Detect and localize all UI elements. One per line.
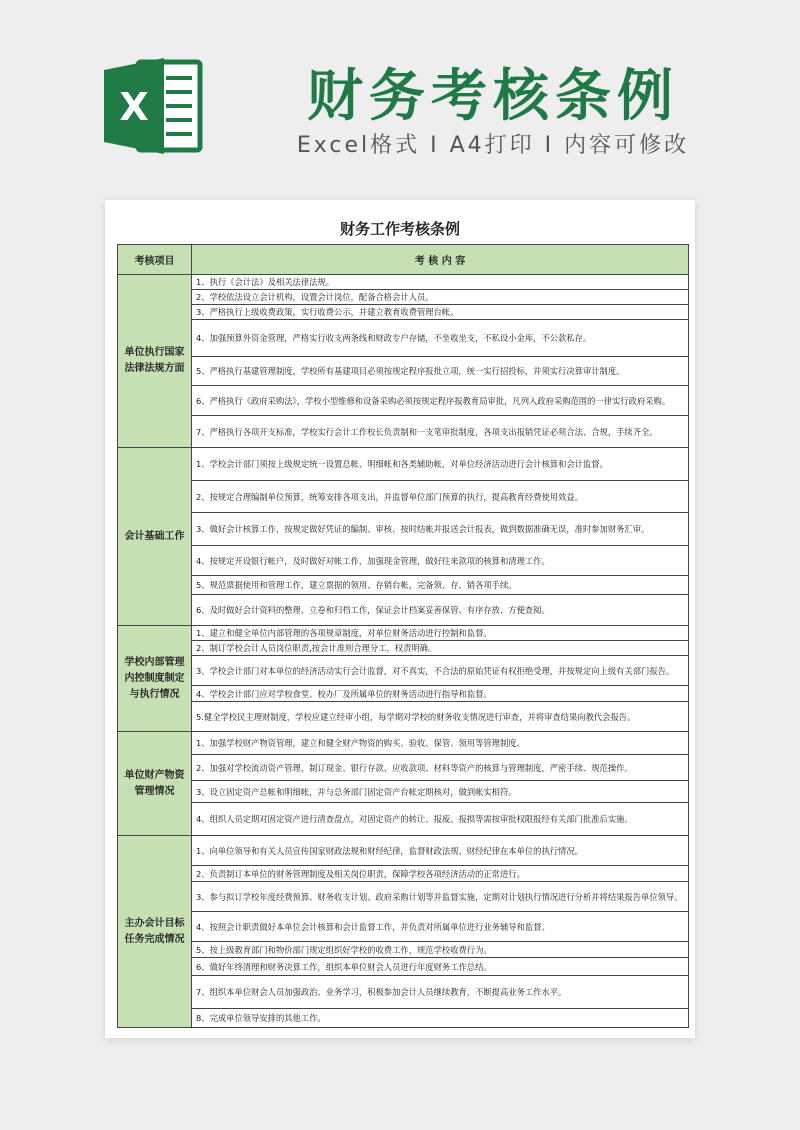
content-cell: 6、及时做好会计资料的整理、立卷和归档工作，保证会计档案妥善保管、有序存放、方便查阅。 [192, 595, 689, 626]
document-sheet [105, 200, 695, 1038]
table-row [118, 595, 689, 626]
content-cell: 2、加强对学校流动资产管理，制订现金、银行存款、应收款项、材料等资产的核算与管理制度，严密手续、规范操作。 [192, 755, 689, 781]
table-row [118, 320, 689, 357]
content-cell: 2、负责制订本单位的财务管理制度及相关岗位职责，保障学校各项经济活动的正常进行。 [192, 866, 689, 882]
content-cell: 2、学校依法设立会计机构，设置会计岗位，配备合格会计人员。 [192, 290, 689, 305]
document-title: 财务工作考核条例 [339, 220, 460, 238]
content-cell: 3、设立固定资产总帐和明细帐，并与总务部门固定资产台帐定期核对，做到帐实相符。 [192, 781, 689, 803]
content-cell: 1、加强学校财产物资管理，建立和健全财产物资的购买、验收、保管、领用等管理制度。 [192, 732, 689, 755]
category-cell: 单位执行国家法律法规方面 [118, 275, 192, 448]
content-cell: 8、完成单位领导安排的其他工作。 [192, 1009, 689, 1028]
content-cell: 1、执行《会计法》及相关法律法规。 [192, 275, 689, 290]
content-cell: 4、学校会计部门应对学校食堂、校办厂及所属单位的财务活动进行指导和监督。 [192, 686, 689, 702]
svg-text:X: X [119, 85, 149, 129]
table-row [118, 386, 689, 416]
content-cell: 3、严格执行上级收费政策，实行收费公示，并建立教育收费管理台帐。 [192, 305, 689, 320]
table-row [118, 357, 689, 386]
content-cell: 2、制订学校会计人员岗位职责,按会计准则合理分工，权责明确。 [192, 641, 689, 656]
table-row [118, 702, 689, 732]
table-row [118, 836, 689, 866]
table-row [118, 290, 689, 305]
main-title: 财务考核条例 [307, 64, 679, 129]
table-row [118, 626, 689, 641]
table-row [118, 755, 689, 781]
sub-title: Excel格式 I A4打印 I 内容可修改 [296, 133, 690, 158]
assessment-table [117, 244, 689, 1028]
table-row [118, 546, 689, 576]
table-row [118, 912, 689, 942]
table-row [118, 513, 689, 546]
header-content: 考 核 内 容 [192, 245, 689, 275]
table-row [118, 732, 689, 755]
table-header-row [118, 245, 689, 275]
table-row [118, 942, 689, 958]
table-row [118, 416, 689, 448]
content-cell: 3、做好会计核算工作，按规定做好凭证的编制、审核、按时结帐并报送会计报表，做到数据准确无误，准时参加财务汇审。 [192, 513, 689, 546]
content-cell: 5、规范票据使用和管理工作，建立票据的领用、存销台帐，完备领、存、销各项手续。 [192, 576, 689, 595]
content-cell: 1、建立和健全单位内部管理的各项规章制度，对单位财务活动进行控制和监督。 [192, 626, 689, 641]
category-cell: 单位财产物资管理情况 [118, 732, 192, 836]
table-row [118, 803, 689, 836]
content-cell: 5.健全学校民主理财制度，学校应建立经审小组，每学期对学校的财务收支情况进行审查，并将审查结果向教代会报告。 [192, 702, 689, 732]
table-row [118, 686, 689, 702]
content-cell: 6、严格执行《政府采购法》，学校小型维修和设备采购必须按规定程序报教育局审批，凡列入政府采购范围的一律实行政府采购。 [192, 386, 689, 416]
table-row [118, 1009, 689, 1028]
table-row [118, 976, 689, 1009]
content-cell: 5、按上级教育部门和物价部门规定组织好学校的收费工作，规范学校收费行为。 [192, 942, 689, 958]
table-row [118, 275, 689, 290]
content-cell: 7、组织本单位财会人员加强政治、业务学习，积极参加会计人员继续教育，不断提高业务工作水平。 [192, 976, 689, 1009]
header-item: 考核项目 [118, 245, 192, 275]
content-cell: 4、按照会计职责做好本单位会计核算和会计监督工作，并负责对所属单位进行业务辅导和监督。 [192, 912, 689, 942]
table-row [118, 866, 689, 882]
table-row [118, 656, 689, 686]
table-row [118, 882, 689, 912]
table-row [118, 481, 689, 513]
content-cell: 6、做好年终清理和财务决算工作，组织本单位财会人员进行年度财务工作总结。 [192, 958, 689, 976]
category-cell: 主办会计目标任务完成情况 [118, 836, 192, 1028]
content-cell: 4、组织人员定期对固定资产进行清查盘点，对固定资产的转让、报废、报损等需按审批权限报经有关部门批准后实施。 [192, 803, 689, 836]
banner [0, 0, 800, 195]
table-row [118, 641, 689, 656]
content-cell: 4、加强预算外资金管理，严格实行收支两条线和财政专户存储，不坐收坐支，不私设小金库，不公款私存。 [192, 320, 689, 357]
content-cell: 2、按规定合理编制单位预算，统筹安排各项支出，并监督单位部门预算的执行，提高教育经费使用效益。 [192, 481, 689, 513]
table-row [118, 576, 689, 595]
table-row [118, 448, 689, 481]
content-cell: 3、参与拟订学校年度经费预算、财务收支计划、政府采购计划等并监督实施，定期对计划执行情况进行分析并将结果报告单位领导。 [192, 882, 689, 912]
table-row [118, 781, 689, 803]
content-cell: 3、学校会计部门对本单位的经济活动实行会计监督，对不真实，不合法的原始凭证有权拒绝受理，并按规定向上级有关部门报告。 [192, 656, 689, 686]
category-cell: 学校内部管理内控制度制定与执行情况 [118, 626, 192, 732]
excel-icon [104, 58, 204, 154]
content-cell: 5、严格执行基建管理制度，学校所有基建项目必须按规定程序报批立项，统一实行招投标，并须实行决算审计制度。 [192, 357, 689, 386]
content-cell: 1、向单位领导和有关人员宣传国家财政法规和财经纪律，监督财政法规、财经纪律在本单位的执行情况。 [192, 836, 689, 866]
content-cell: 4、按规定开设银行帐户，及时做好对帐工作，加强现金管理，做好往来款项的核算和清理工作。 [192, 546, 689, 576]
category-cell: 会计基础工作 [118, 448, 192, 626]
table-row [118, 958, 689, 976]
content-cell: 7、严格执行各项开支标准，学校实行会计工作校长负责制和一支笔审批制度，各项支出报销凭证必须合法、合规，手续齐全。 [192, 416, 689, 448]
content-cell: 1、学校会计部门须按上级规定统一设置总帐、明细帐和各类辅助帐，对单位经济活动进行会计核算和会计监督。 [192, 448, 689, 481]
table-row [118, 305, 689, 320]
